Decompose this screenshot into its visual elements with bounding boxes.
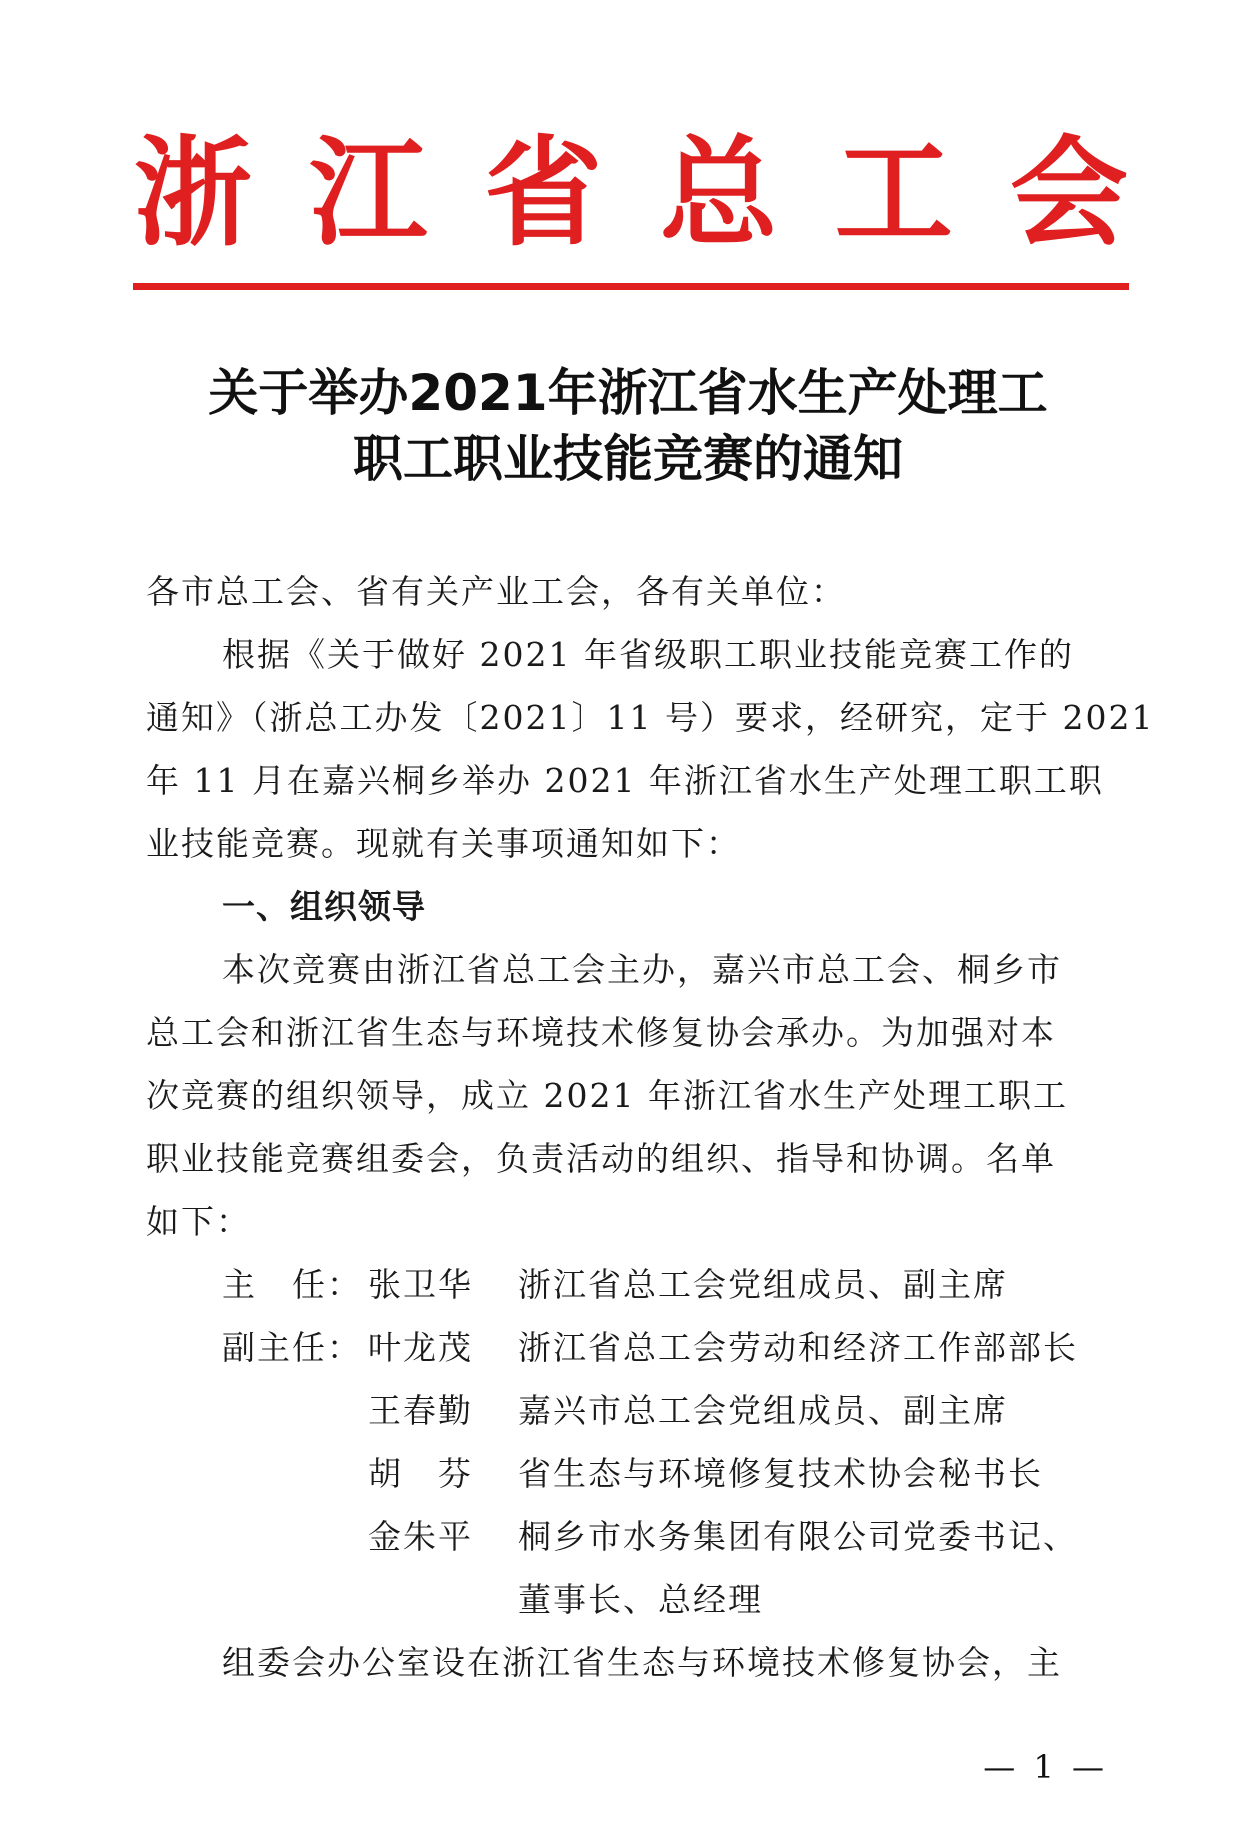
org-char: 工 (834, 123, 953, 262)
member-title: 董事长、总经理 (518, 1580, 763, 1619)
org-char: 总 (659, 123, 778, 262)
member-name: 叶龙茂 (368, 1328, 473, 1367)
member-name: 王春勤 (368, 1391, 473, 1430)
org-char: 江 (309, 123, 428, 262)
member-title: 省生态与环境修复技术协会秘书长 (518, 1454, 1043, 1493)
org-char: 浙 (134, 123, 253, 262)
member-name: 张卫华 (368, 1265, 473, 1304)
title-line: 关于举办2021年浙江省水生产处理工 (208, 364, 1048, 422)
salutation: 各市总工会、省有关产业工会，各有关单位： (146, 572, 846, 611)
committee-member (146, 1316, 1108, 1379)
org-char: 省 (484, 123, 603, 262)
member-title: 嘉兴市总工会党组成员、副主席 (518, 1391, 1008, 1430)
paragraph-line: 业技能竞赛。现就有关事项通知如下： (146, 824, 741, 863)
section-heading: 一、组织领导 (222, 887, 426, 926)
committee-member (146, 1505, 1108, 1568)
member-role: 主 任： (222, 1265, 362, 1304)
member-title: 浙江省总工会劳动和经济工作部部长 (518, 1328, 1078, 1367)
paragraph-line: 通知》（浙总工办发〔2021〕11 号）要求，经研究，定于 2021 (146, 698, 1155, 737)
member-role: 副主任： (222, 1328, 362, 1367)
paragraph-line: 如下： (146, 1202, 251, 1241)
paragraph-line: 根据《关于做好 2021 年省级职工职业技能竞赛工作的 (222, 635, 1074, 674)
header-divider (133, 283, 1129, 290)
committee-member (146, 1379, 1108, 1442)
org-header (134, 123, 1128, 262)
committee-member (146, 1442, 1108, 1505)
member-title: 桐乡市水务集团有限公司党委书记、 (518, 1517, 1078, 1556)
paragraph-line: 总工会和浙江省生态与环境技术修复协会承办。为加强对本 (146, 1013, 1056, 1052)
document-title (140, 360, 1116, 492)
member-name: 胡 芬 (368, 1454, 473, 1493)
paragraph-line: 次竞赛的组织领导，成立 2021 年浙江省水生产处理工职工 (146, 1076, 1068, 1115)
paragraph-line: 年 11 月在嘉兴桐乡举办 2021 年浙江省水生产处理工职工职 (146, 761, 1104, 800)
title-line: 职工职业技能竞赛的通知 (353, 430, 903, 488)
document-body (146, 560, 1155, 1694)
committee-member (146, 1253, 1108, 1316)
page-number: — 1 — (983, 1748, 1108, 1786)
committee-member-continuation (146, 1568, 1108, 1631)
paragraph-line: 职业技能竞赛组委会，负责活动的组织、指导和协调。名单 (146, 1139, 1056, 1178)
paragraph-line: 组委会办公室设在浙江省生态与环境技术修复协会，主 (222, 1643, 1062, 1682)
member-name: 金朱平 (368, 1517, 473, 1556)
paragraph-line: 本次竞赛由浙江省总工会主办，嘉兴市总工会、桐乡市 (222, 950, 1062, 989)
member-title: 浙江省总工会党组成员、副主席 (518, 1265, 1008, 1304)
org-char: 会 (1009, 123, 1128, 262)
